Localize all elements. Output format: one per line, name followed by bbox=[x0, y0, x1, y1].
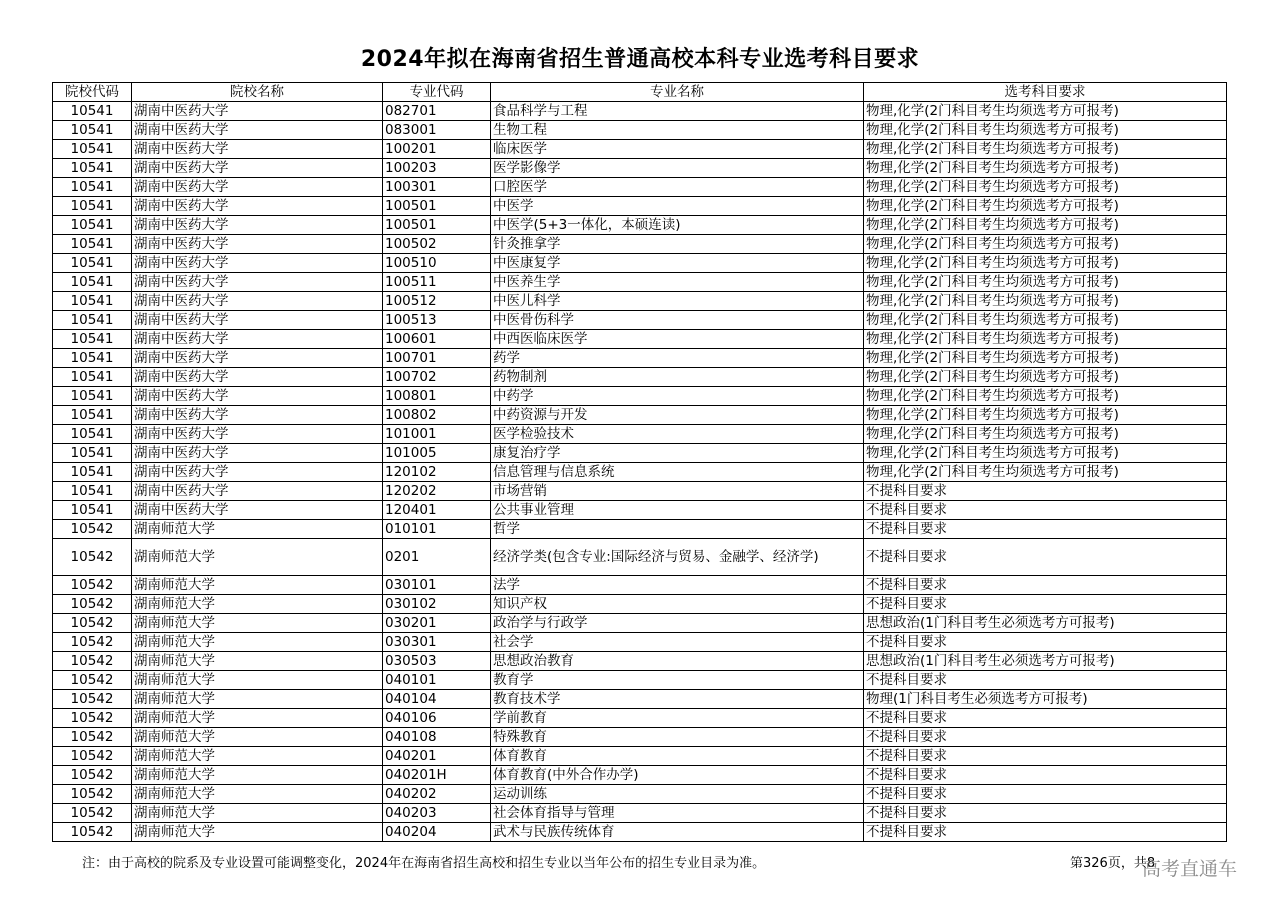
table-row bbox=[53, 406, 1227, 425]
table-row bbox=[53, 197, 1227, 216]
cell-school-code: 10542 bbox=[53, 690, 132, 709]
cell-subject-requirement: 思想政治(1门科目考生必须选考方可报考) bbox=[864, 614, 1227, 633]
cell-major-name: 社会学 bbox=[491, 633, 864, 652]
cell-subject-requirement: 物理,化学(2门科目考生均须选考方可报考) bbox=[864, 254, 1227, 273]
cell-subject-requirement: 不提科目要求 bbox=[864, 671, 1227, 690]
cell-school-code: 10541 bbox=[53, 292, 132, 311]
cell-subject-requirement: 思想政治(1门科目考生必须选考方可报考) bbox=[864, 652, 1227, 671]
cell-school-code: 10541 bbox=[53, 235, 132, 254]
cell-subject-requirement: 物理,化学(2门科目考生均须选考方可报考) bbox=[864, 406, 1227, 425]
cell-major-code: 100301 bbox=[383, 178, 491, 197]
cell-major-code: 040108 bbox=[383, 728, 491, 747]
cell-subject-requirement: 物理,化学(2门科目考生均须选考方可报考) bbox=[864, 235, 1227, 254]
cell-subject-requirement: 物理,化学(2门科目考生均须选考方可报考) bbox=[864, 368, 1227, 387]
cell-school-name: 湖南中医药大学 bbox=[132, 178, 383, 197]
cell-major-name: 信息管理与信息系统 bbox=[491, 463, 864, 482]
cell-subject-requirement: 物理,化学(2门科目考生均须选考方可报考) bbox=[864, 444, 1227, 463]
watermark: 高考直通车 bbox=[1142, 858, 1238, 880]
cell-school-code: 10541 bbox=[53, 159, 132, 178]
cell-major-name: 药物制剂 bbox=[491, 368, 864, 387]
cell-subject-requirement: 物理,化学(2门科目考生均须选考方可报考) bbox=[864, 178, 1227, 197]
table-row bbox=[53, 614, 1227, 633]
cell-major-code: 030101 bbox=[383, 576, 491, 595]
cell-school-code: 10541 bbox=[53, 102, 132, 121]
cell-major-name: 法学 bbox=[491, 576, 864, 595]
cell-school-name: 湖南中医药大学 bbox=[132, 368, 383, 387]
cell-major-name: 运动训练 bbox=[491, 785, 864, 804]
table-row bbox=[53, 273, 1227, 292]
table-row bbox=[53, 576, 1227, 595]
cell-school-code: 10542 bbox=[53, 652, 132, 671]
cell-major-name: 中医学(5+3一体化，本硕连读) bbox=[491, 216, 864, 235]
table-row bbox=[53, 671, 1227, 690]
cell-subject-requirement: 不提科目要求 bbox=[864, 823, 1227, 842]
cell-major-code: 100501 bbox=[383, 197, 491, 216]
cell-school-code: 10541 bbox=[53, 501, 132, 520]
table-row bbox=[53, 690, 1227, 709]
cell-school-name: 湖南师范大学 bbox=[132, 823, 383, 842]
cell-major-code: 040106 bbox=[383, 709, 491, 728]
cell-major-code: 100203 bbox=[383, 159, 491, 178]
cell-school-name: 湖南中医药大学 bbox=[132, 292, 383, 311]
cell-subject-requirement: 物理,化学(2门科目考生均须选考方可报考) bbox=[864, 102, 1227, 121]
cell-school-name: 湖南中医药大学 bbox=[132, 140, 383, 159]
cell-school-code: 10541 bbox=[53, 387, 132, 406]
cell-major-name: 学前教育 bbox=[491, 709, 864, 728]
header-school-code: 院校代码 bbox=[53, 83, 132, 102]
header-subject-requirement: 选考科目要求 bbox=[864, 83, 1227, 102]
cell-school-name: 湖南师范大学 bbox=[132, 614, 383, 633]
cell-major-code: 120102 bbox=[383, 463, 491, 482]
cell-subject-requirement: 物理,化学(2门科目考生均须选考方可报考) bbox=[864, 311, 1227, 330]
page-number: 第326页，共8 bbox=[1070, 856, 1156, 871]
cell-major-code: 083001 bbox=[383, 121, 491, 140]
cell-major-name: 生物工程 bbox=[491, 121, 864, 140]
cell-subject-requirement: 物理,化学(2门科目考生均须选考方可报考) bbox=[864, 330, 1227, 349]
cell-school-name: 湖南师范大学 bbox=[132, 520, 383, 539]
cell-school-name: 湖南师范大学 bbox=[132, 785, 383, 804]
cell-school-name: 湖南中医药大学 bbox=[132, 216, 383, 235]
cell-major-name: 中医骨伤科学 bbox=[491, 311, 864, 330]
table-row bbox=[53, 330, 1227, 349]
header-major-code: 专业代码 bbox=[383, 83, 491, 102]
table-row bbox=[53, 121, 1227, 140]
cell-major-name: 中医学 bbox=[491, 197, 864, 216]
cell-school-code: 10542 bbox=[53, 785, 132, 804]
cell-major-name: 政治学与行政学 bbox=[491, 614, 864, 633]
cell-major-code: 030201 bbox=[383, 614, 491, 633]
cell-school-code: 10541 bbox=[53, 121, 132, 140]
cell-major-name: 经济学类(包含专业:国际经济与贸易、金融学、经济学) bbox=[491, 539, 864, 576]
cell-major-code: 100601 bbox=[383, 330, 491, 349]
cell-subject-requirement: 不提科目要求 bbox=[864, 482, 1227, 501]
cell-school-name: 湖南师范大学 bbox=[132, 766, 383, 785]
cell-school-name: 湖南中医药大学 bbox=[132, 330, 383, 349]
cell-school-name: 湖南中医药大学 bbox=[132, 482, 383, 501]
cell-major-code: 040202 bbox=[383, 785, 491, 804]
table-row bbox=[53, 728, 1227, 747]
cell-major-name: 思想政治教育 bbox=[491, 652, 864, 671]
table-row bbox=[53, 216, 1227, 235]
cell-major-name: 临床医学 bbox=[491, 140, 864, 159]
cell-subject-requirement: 物理,化学(2门科目考生均须选考方可报考) bbox=[864, 159, 1227, 178]
table-row bbox=[53, 425, 1227, 444]
cell-school-code: 10542 bbox=[53, 804, 132, 823]
cell-school-name: 湖南师范大学 bbox=[132, 652, 383, 671]
header-major-name: 专业名称 bbox=[491, 83, 864, 102]
table-row bbox=[53, 311, 1227, 330]
cell-major-code: 040201 bbox=[383, 747, 491, 766]
cell-school-name: 湖南师范大学 bbox=[132, 633, 383, 652]
cell-school-code: 10541 bbox=[53, 406, 132, 425]
cell-school-name: 湖南中医药大学 bbox=[132, 463, 383, 482]
cell-subject-requirement: 物理,化学(2门科目考生均须选考方可报考) bbox=[864, 387, 1227, 406]
page-title: 2024年拟在海南省招生普通高校本科专业选考科目要求 bbox=[360, 47, 920, 72]
cell-major-name: 体育教育(中外合作办学) bbox=[491, 766, 864, 785]
cell-subject-requirement: 物理,化学(2门科目考生均须选考方可报考) bbox=[864, 273, 1227, 292]
cell-major-code: 0201 bbox=[383, 539, 491, 576]
cell-major-name: 中药学 bbox=[491, 387, 864, 406]
cell-major-name: 针灸推拿学 bbox=[491, 235, 864, 254]
cell-major-name: 中医养生学 bbox=[491, 273, 864, 292]
cell-major-code: 030102 bbox=[383, 595, 491, 614]
cell-school-name: 湖南中医药大学 bbox=[132, 444, 383, 463]
cell-subject-requirement: 物理,化学(2门科目考生均须选考方可报考) bbox=[864, 463, 1227, 482]
cell-major-code: 100201 bbox=[383, 140, 491, 159]
table-row bbox=[53, 178, 1227, 197]
cell-school-code: 10542 bbox=[53, 747, 132, 766]
table-row bbox=[53, 444, 1227, 463]
cell-major-name: 公共事业管理 bbox=[491, 501, 864, 520]
cell-school-name: 湖南中医药大学 bbox=[132, 197, 383, 216]
cell-subject-requirement: 不提科目要求 bbox=[864, 785, 1227, 804]
requirements-table bbox=[52, 82, 1227, 842]
header-school-name: 院校名称 bbox=[132, 83, 383, 102]
cell-subject-requirement: 不提科目要求 bbox=[864, 747, 1227, 766]
cell-major-code: 040101 bbox=[383, 671, 491, 690]
cell-major-name: 口腔医学 bbox=[491, 178, 864, 197]
cell-subject-requirement: 不提科目要求 bbox=[864, 501, 1227, 520]
cell-major-code: 101001 bbox=[383, 425, 491, 444]
cell-major-name: 武术与民族传统体育 bbox=[491, 823, 864, 842]
cell-school-code: 10542 bbox=[53, 576, 132, 595]
cell-major-name: 医学影像学 bbox=[491, 159, 864, 178]
cell-major-code: 040204 bbox=[383, 823, 491, 842]
footer-note: 注：由于高校的院系及专业设置可能调整变化，2024年在海南省招生高校和招生专业以当年公布的招生专业目录为准。 bbox=[82, 856, 766, 871]
cell-school-name: 湖南师范大学 bbox=[132, 539, 383, 576]
table-row bbox=[53, 539, 1227, 576]
cell-school-name: 湖南师范大学 bbox=[132, 595, 383, 614]
cell-school-code: 10542 bbox=[53, 823, 132, 842]
cell-school-code: 10541 bbox=[53, 425, 132, 444]
cell-major-code: 100501 bbox=[383, 216, 491, 235]
cell-school-code: 10542 bbox=[53, 671, 132, 690]
cell-school-code: 10541 bbox=[53, 368, 132, 387]
table-row bbox=[53, 747, 1227, 766]
cell-school-code: 10541 bbox=[53, 197, 132, 216]
cell-school-code: 10541 bbox=[53, 444, 132, 463]
cell-school-name: 湖南中医药大学 bbox=[132, 159, 383, 178]
cell-major-name: 体育教育 bbox=[491, 747, 864, 766]
cell-school-name: 湖南中医药大学 bbox=[132, 102, 383, 121]
cell-school-code: 10541 bbox=[53, 254, 132, 273]
table-row bbox=[53, 501, 1227, 520]
cell-school-code: 10541 bbox=[53, 330, 132, 349]
table-header-row bbox=[53, 83, 1227, 102]
cell-major-name: 药学 bbox=[491, 349, 864, 368]
cell-major-code: 100513 bbox=[383, 311, 491, 330]
cell-school-name: 湖南中医药大学 bbox=[132, 121, 383, 140]
cell-school-name: 湖南中医药大学 bbox=[132, 311, 383, 330]
cell-school-code: 10541 bbox=[53, 140, 132, 159]
cell-school-code: 10541 bbox=[53, 311, 132, 330]
table-row bbox=[53, 482, 1227, 501]
cell-school-name: 湖南中医药大学 bbox=[132, 501, 383, 520]
table-row bbox=[53, 387, 1227, 406]
cell-major-code: 082701 bbox=[383, 102, 491, 121]
cell-school-code: 10542 bbox=[53, 728, 132, 747]
cell-subject-requirement: 物理,化学(2门科目考生均须选考方可报考) bbox=[864, 349, 1227, 368]
cell-school-name: 湖南中医药大学 bbox=[132, 349, 383, 368]
table-row bbox=[53, 520, 1227, 539]
cell-major-code: 100511 bbox=[383, 273, 491, 292]
table-row bbox=[53, 140, 1227, 159]
cell-school-code: 10542 bbox=[53, 539, 132, 576]
cell-subject-requirement: 不提科目要求 bbox=[864, 520, 1227, 539]
table-row bbox=[53, 368, 1227, 387]
cell-major-name: 中医康复学 bbox=[491, 254, 864, 273]
cell-school-name: 湖南中医药大学 bbox=[132, 273, 383, 292]
cell-school-name: 湖南师范大学 bbox=[132, 747, 383, 766]
cell-major-name: 中西医临床医学 bbox=[491, 330, 864, 349]
cell-subject-requirement: 不提科目要求 bbox=[864, 709, 1227, 728]
cell-major-name: 特殊教育 bbox=[491, 728, 864, 747]
cell-major-code: 100701 bbox=[383, 349, 491, 368]
cell-subject-requirement: 物理,化学(2门科目考生均须选考方可报考) bbox=[864, 292, 1227, 311]
cell-subject-requirement: 物理(1门科目考生必须选考方可报考) bbox=[864, 690, 1227, 709]
cell-school-code: 10542 bbox=[53, 766, 132, 785]
cell-school-name: 湖南师范大学 bbox=[132, 576, 383, 595]
cell-subject-requirement: 不提科目要求 bbox=[864, 595, 1227, 614]
table-row bbox=[53, 652, 1227, 671]
cell-school-name: 湖南中医药大学 bbox=[132, 235, 383, 254]
cell-school-name: 湖南师范大学 bbox=[132, 804, 383, 823]
cell-major-code: 010101 bbox=[383, 520, 491, 539]
cell-school-code: 10542 bbox=[53, 633, 132, 652]
cell-major-code: 040201H bbox=[383, 766, 491, 785]
cell-school-name: 湖南师范大学 bbox=[132, 690, 383, 709]
cell-major-code: 030301 bbox=[383, 633, 491, 652]
cell-school-name: 湖南中医药大学 bbox=[132, 406, 383, 425]
cell-major-name: 社会体育指导与管理 bbox=[491, 804, 864, 823]
cell-major-code: 100801 bbox=[383, 387, 491, 406]
cell-major-code: 100802 bbox=[383, 406, 491, 425]
cell-major-code: 120401 bbox=[383, 501, 491, 520]
cell-major-code: 100502 bbox=[383, 235, 491, 254]
cell-school-name: 湖南中医药大学 bbox=[132, 387, 383, 406]
table-row bbox=[53, 349, 1227, 368]
cell-school-name: 湖南中医药大学 bbox=[132, 425, 383, 444]
cell-subject-requirement: 物理,化学(2门科目考生均须选考方可报考) bbox=[864, 425, 1227, 444]
table-row bbox=[53, 766, 1227, 785]
cell-major-name: 中药资源与开发 bbox=[491, 406, 864, 425]
cell-major-code: 101005 bbox=[383, 444, 491, 463]
cell-major-name: 食品科学与工程 bbox=[491, 102, 864, 121]
table-row bbox=[53, 292, 1227, 311]
cell-major-name: 哲学 bbox=[491, 520, 864, 539]
cell-school-name: 湖南师范大学 bbox=[132, 728, 383, 747]
cell-school-name: 湖南师范大学 bbox=[132, 671, 383, 690]
cell-major-name: 教育技术学 bbox=[491, 690, 864, 709]
table-row bbox=[53, 595, 1227, 614]
cell-subject-requirement: 不提科目要求 bbox=[864, 539, 1227, 576]
cell-subject-requirement: 不提科目要求 bbox=[864, 576, 1227, 595]
table-row bbox=[53, 102, 1227, 121]
cell-major-code: 040104 bbox=[383, 690, 491, 709]
cell-major-code: 100702 bbox=[383, 368, 491, 387]
cell-subject-requirement: 物理,化学(2门科目考生均须选考方可报考) bbox=[864, 197, 1227, 216]
cell-major-name: 教育学 bbox=[491, 671, 864, 690]
cell-school-code: 10541 bbox=[53, 273, 132, 292]
table-row bbox=[53, 254, 1227, 273]
cell-school-code: 10541 bbox=[53, 349, 132, 368]
cell-subject-requirement: 不提科目要求 bbox=[864, 766, 1227, 785]
cell-subject-requirement: 不提科目要求 bbox=[864, 633, 1227, 652]
cell-major-name: 知识产权 bbox=[491, 595, 864, 614]
cell-major-name: 市场营销 bbox=[491, 482, 864, 501]
cell-school-code: 10542 bbox=[53, 595, 132, 614]
table-row bbox=[53, 785, 1227, 804]
cell-school-name: 湖南中医药大学 bbox=[132, 254, 383, 273]
table-row bbox=[53, 709, 1227, 728]
cell-subject-requirement: 物理,化学(2门科目考生均须选考方可报考) bbox=[864, 216, 1227, 235]
cell-school-code: 10541 bbox=[53, 463, 132, 482]
cell-major-code: 030503 bbox=[383, 652, 491, 671]
cell-subject-requirement: 物理,化学(2门科目考生均须选考方可报考) bbox=[864, 140, 1227, 159]
cell-school-code: 10542 bbox=[53, 520, 132, 539]
cell-school-code: 10542 bbox=[53, 709, 132, 728]
cell-subject-requirement: 不提科目要求 bbox=[864, 804, 1227, 823]
cell-major-name: 医学检验技术 bbox=[491, 425, 864, 444]
table-row bbox=[53, 823, 1227, 842]
table-row bbox=[53, 159, 1227, 178]
cell-school-code: 10542 bbox=[53, 614, 132, 633]
cell-school-name: 湖南师范大学 bbox=[132, 709, 383, 728]
cell-major-code: 120202 bbox=[383, 482, 491, 501]
cell-school-code: 10541 bbox=[53, 178, 132, 197]
cell-school-code: 10541 bbox=[53, 216, 132, 235]
cell-major-code: 100512 bbox=[383, 292, 491, 311]
cell-subject-requirement: 不提科目要求 bbox=[864, 728, 1227, 747]
table-row bbox=[53, 235, 1227, 254]
table-row bbox=[53, 463, 1227, 482]
cell-major-name: 康复治疗学 bbox=[491, 444, 864, 463]
cell-school-code: 10541 bbox=[53, 482, 132, 501]
cell-major-name: 中医儿科学 bbox=[491, 292, 864, 311]
cell-major-code: 100510 bbox=[383, 254, 491, 273]
cell-subject-requirement: 物理,化学(2门科目考生均须选考方可报考) bbox=[864, 121, 1227, 140]
cell-major-code: 040203 bbox=[383, 804, 491, 823]
table-row bbox=[53, 804, 1227, 823]
table-row bbox=[53, 633, 1227, 652]
table-body bbox=[53, 102, 1227, 842]
